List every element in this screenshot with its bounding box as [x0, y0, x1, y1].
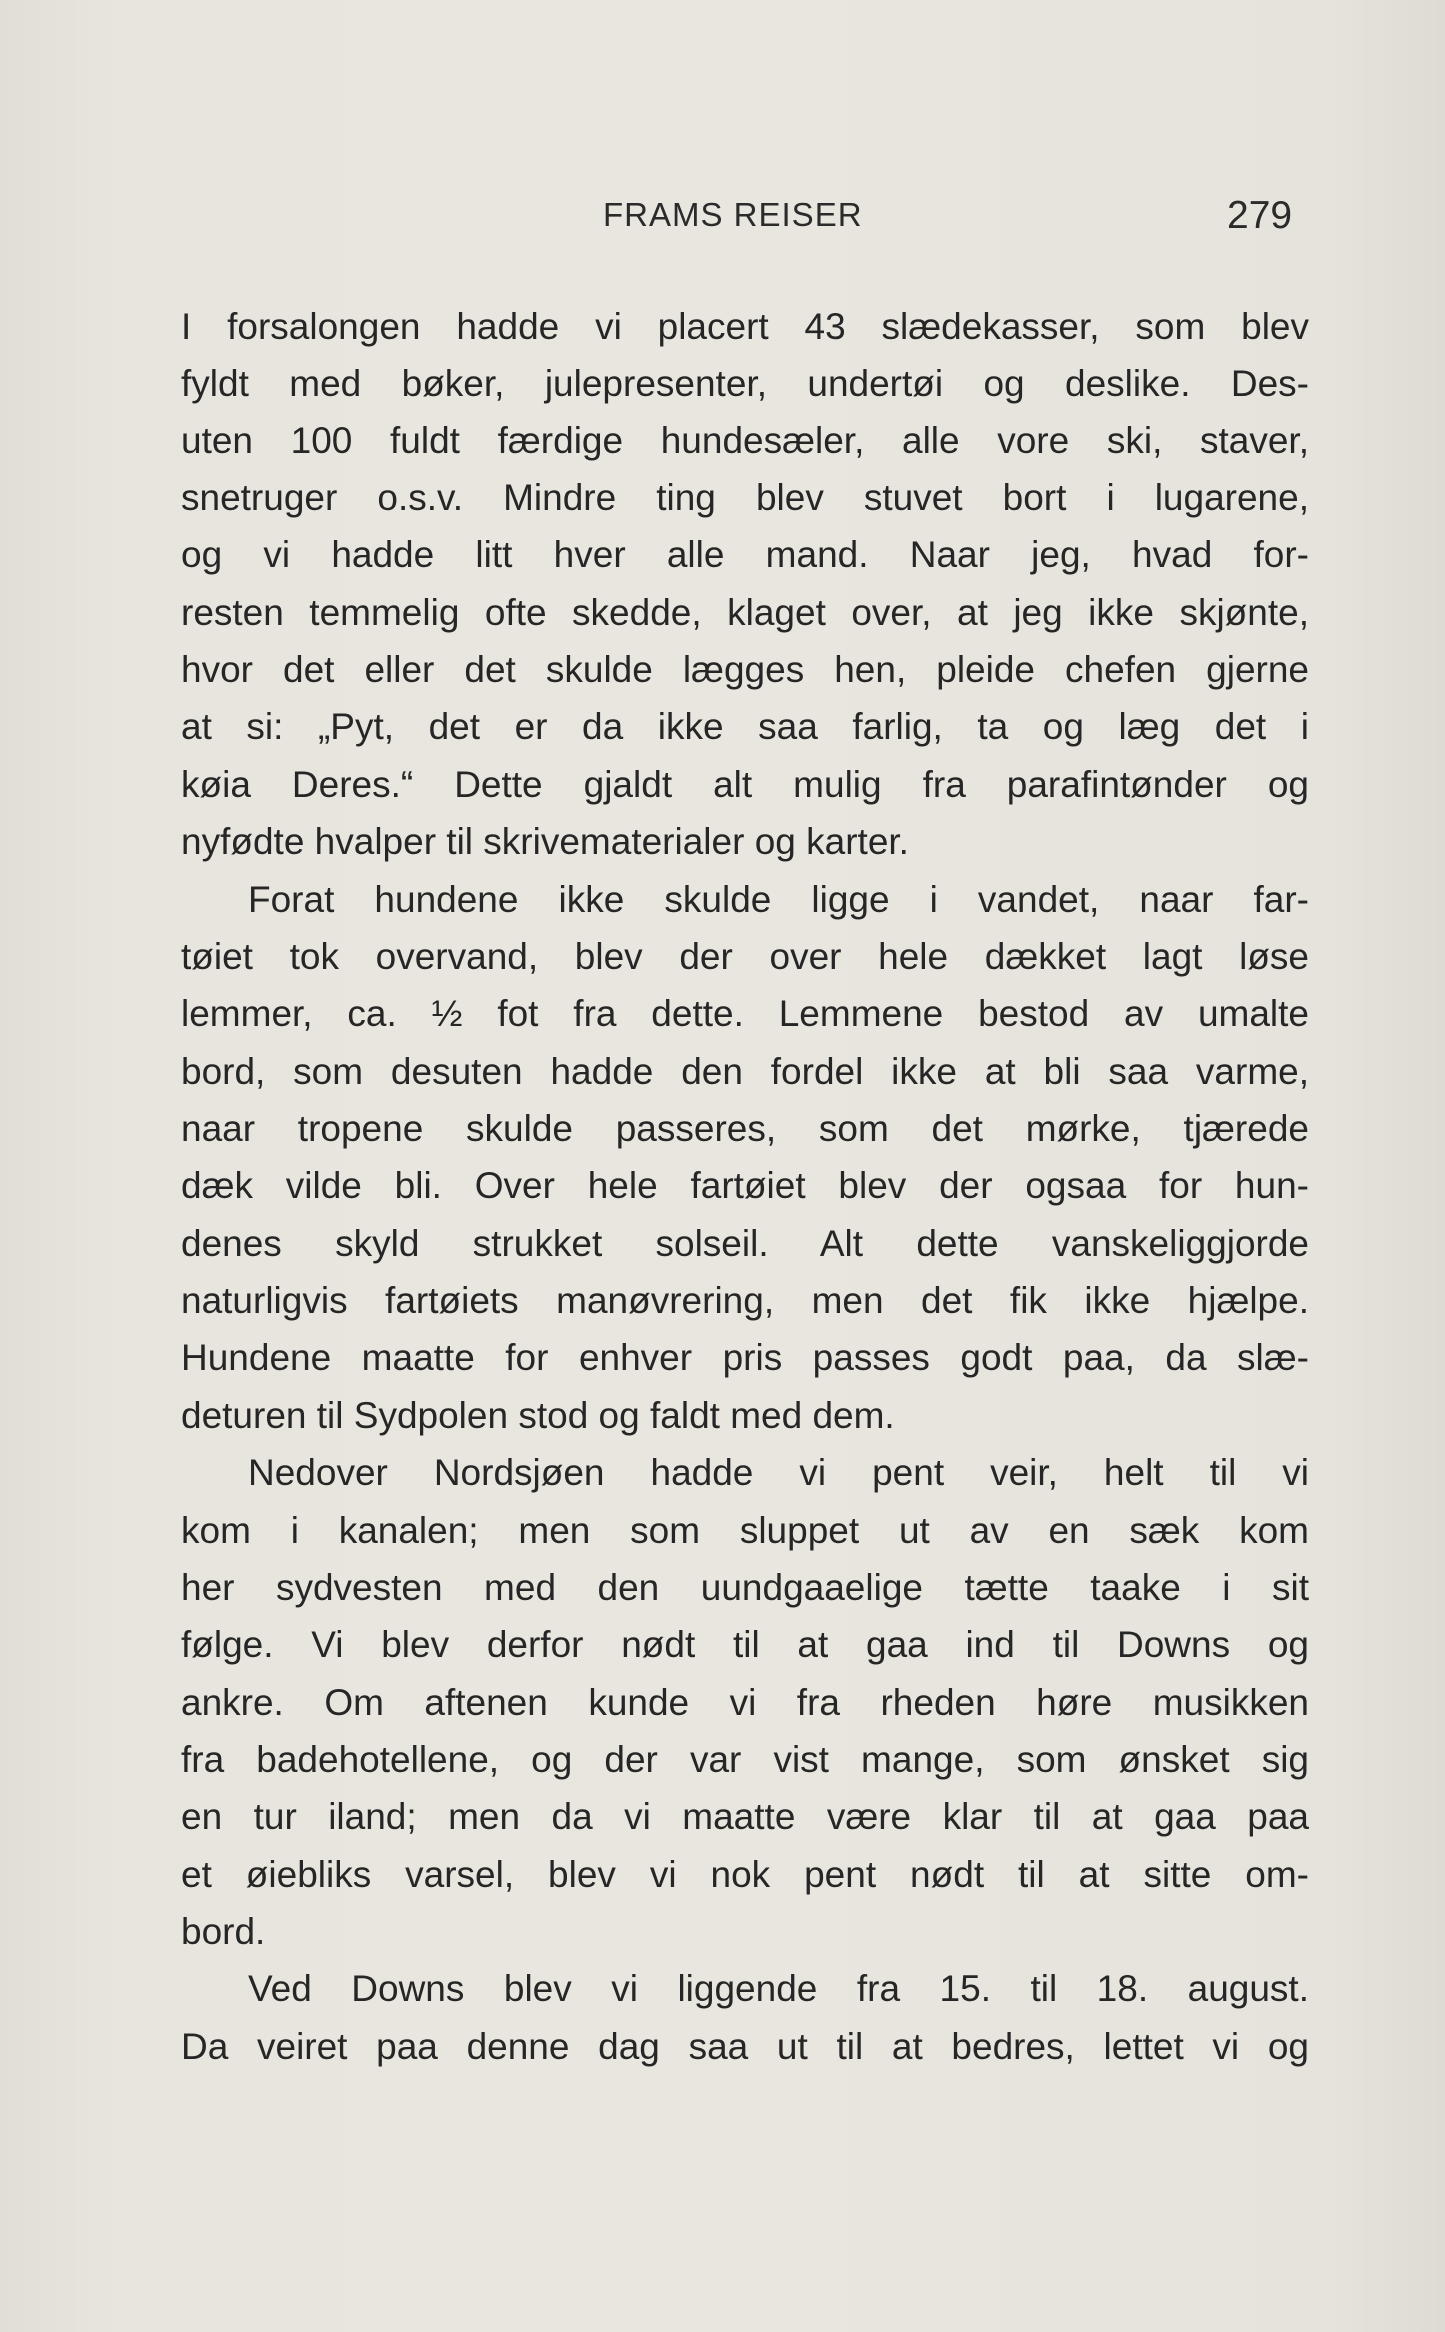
- text-line: at si: „Pyt, det er da ikke saa farlig, ta og læg det i: [181, 706, 1309, 747]
- text-line: denes skyld strukket solseil. Alt dette vanskeliggjorde: [181, 1223, 1309, 1264]
- text-line: et øiebliks varsel, blev vi nok pent nødt til at sitte om-: [181, 1854, 1309, 1895]
- running-header: FRAMS REISER: [603, 196, 863, 233]
- text-line: bord, som desuten hadde den fordel ikke at bli saa varme,: [181, 1051, 1309, 1092]
- text-line: hvor det eller det skulde lægges hen, pleide chefen gjerne: [181, 649, 1309, 690]
- text-line: her sydvesten med den uundgaaelige tætte taake i sit: [181, 1567, 1309, 1608]
- text-line: I forsalongen hadde vi placert 43 slædekasser, som blev: [181, 306, 1309, 347]
- text-line: deturen til Sydpolen stod og faldt med dem.: [181, 1395, 895, 1436]
- text-line: køia Deres.“ Dette gjaldt alt mulig fra parafintønder og: [181, 764, 1309, 805]
- page-number: 279: [1227, 194, 1293, 237]
- text-line: bord.: [181, 1911, 266, 1952]
- text-line: kom i kanalen; men som sluppet ut av en sæk kom: [181, 1510, 1309, 1551]
- text-line: naturligvis fartøiets manøvrering, men det fik ikke hjælpe.: [181, 1280, 1309, 1321]
- text-line: Ved Downs blev vi liggende fra 15. til 18. august.: [248, 1968, 1309, 2009]
- text-line: Forat hundene ikke skulde ligge i vandet, naar far-: [248, 879, 1309, 920]
- text-line: følge. Vi blev derfor nødt til at gaa ind til Downs og: [181, 1624, 1309, 1665]
- text-line: snetruger o.s.v. Mindre ting blev stuvet bort i lugarene,: [181, 477, 1309, 518]
- text-line: uten 100 fuldt færdige hundesæler, alle vore ski, staver,: [181, 420, 1309, 461]
- text-line: Da veiret paa denne dag saa ut til at bedres, lettet vi og: [181, 2026, 1309, 2067]
- text-line: og vi hadde litt hver alle mand. Naar jeg, hvad for-: [181, 534, 1309, 575]
- text-line: fyldt med bøker, julepresenter, undertøi og deslike. Des-: [181, 363, 1309, 404]
- text-line: nyfødte hvalper til skrivematerialer og karter.: [181, 821, 909, 862]
- text-line: tøiet tok overvand, blev der over hele dækket lagt løse: [181, 936, 1309, 977]
- text-line: lemmer, ca. ½ fot fra dette. Lemmene bestod av umalte: [181, 993, 1309, 1034]
- text-line: fra badehotellene, og der var vist mange, som ønsket sig: [181, 1739, 1309, 1780]
- text-line: dæk vilde bli. Over hele fartøiet blev der ogsaa for hun-: [181, 1165, 1309, 1206]
- text-line: ankre. Om aftenen kunde vi fra rheden høre musikken: [181, 1682, 1309, 1723]
- text-line: Hundene maatte for enhver pris passes godt paa, da slæ-: [181, 1337, 1309, 1378]
- text-line: Nedover Nordsjøen hadde vi pent veir, helt til vi: [248, 1452, 1309, 1493]
- text-line: resten temmelig ofte skedde, klaget over, at jeg ikke skjønte,: [181, 592, 1309, 633]
- text-line: en tur iland; men da vi maatte være klar til at gaa paa: [181, 1796, 1309, 1837]
- text-line: naar tropene skulde passeres, som det mørke, tjærede: [181, 1108, 1309, 1149]
